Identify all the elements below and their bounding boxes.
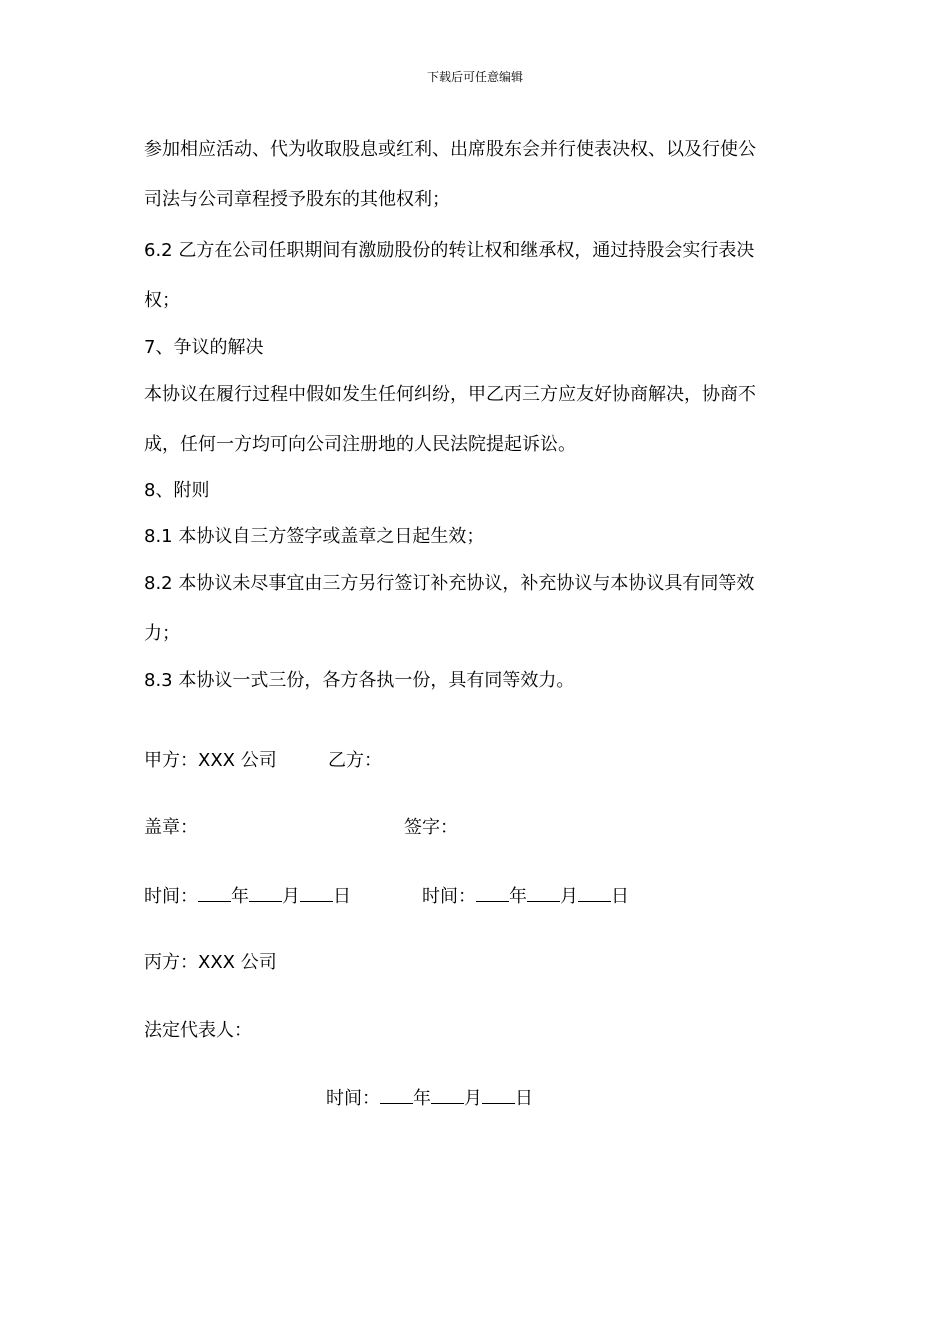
body-line: 力； bbox=[144, 623, 180, 644]
day-blank bbox=[300, 884, 333, 902]
body-line: 8.1 本协议自三方签字或盖章之日起生效； bbox=[144, 526, 485, 547]
body-line: 本协议在履行过程中假如发生任何纠纷，甲乙丙三方应友好协商解决，协商不 bbox=[144, 384, 756, 405]
month-blank bbox=[249, 884, 282, 902]
day-blank bbox=[578, 884, 611, 902]
time-label: 时间： bbox=[422, 886, 476, 907]
day-label: 日 bbox=[515, 1088, 533, 1109]
month-blank bbox=[527, 884, 560, 902]
body-line: 8.3 本协议一式三份，各方各执一份，具有同等效力。 bbox=[144, 670, 575, 691]
party-a-label: 甲方：XXX 公司 bbox=[144, 750, 277, 771]
party-c-label: 丙方：XXX 公司 bbox=[144, 952, 277, 973]
month-blank bbox=[431, 1086, 464, 1104]
month-label: 月 bbox=[560, 886, 578, 907]
time-label: 时间： bbox=[144, 886, 198, 907]
date-line-b bbox=[422, 884, 629, 909]
day-label: 日 bbox=[611, 886, 629, 907]
body-line: 司法与公司章程授予股东的其他权利； bbox=[144, 189, 450, 210]
body-line: 成，任何一方均可向公司注册地的人民法院提起诉讼。 bbox=[144, 434, 576, 455]
year-blank bbox=[380, 1086, 413, 1104]
date-line-a bbox=[144, 884, 351, 909]
year-blank bbox=[198, 884, 231, 902]
month-label: 月 bbox=[282, 886, 300, 907]
section-heading: 8、附则 bbox=[144, 480, 210, 501]
legal-rep-label: 法定代表人： bbox=[144, 1020, 252, 1041]
date-line-c bbox=[326, 1086, 533, 1111]
year-label: 年 bbox=[231, 886, 249, 907]
seal-label: 盖章： bbox=[144, 817, 198, 838]
page-header-note: 下载后可任意编辑 bbox=[426, 70, 523, 84]
day-blank bbox=[482, 1086, 515, 1104]
body-line: 8.2 本协议未尽事宜由三方另行签订补充协议，补充协议与本协议具有同等效 bbox=[144, 573, 755, 594]
time-label: 时间： bbox=[326, 1088, 380, 1109]
month-label: 月 bbox=[464, 1088, 482, 1109]
section-heading: 7、争议的解决 bbox=[144, 337, 264, 358]
party-b-label: 乙方： bbox=[328, 750, 382, 771]
year-label: 年 bbox=[509, 886, 527, 907]
day-label: 日 bbox=[333, 886, 351, 907]
body-line: 权； bbox=[144, 290, 180, 311]
body-line: 6.2 乙方在公司任职期间有激励股份的转让权和继承权，通过持股会实行表决 bbox=[144, 240, 755, 261]
body-line: 参加相应活动、代为收取股息或红利、出席股东会并行使表决权、以及行使公 bbox=[144, 139, 756, 160]
year-label: 年 bbox=[413, 1088, 431, 1109]
year-blank bbox=[476, 884, 509, 902]
sign-label: 签字： bbox=[404, 817, 458, 838]
